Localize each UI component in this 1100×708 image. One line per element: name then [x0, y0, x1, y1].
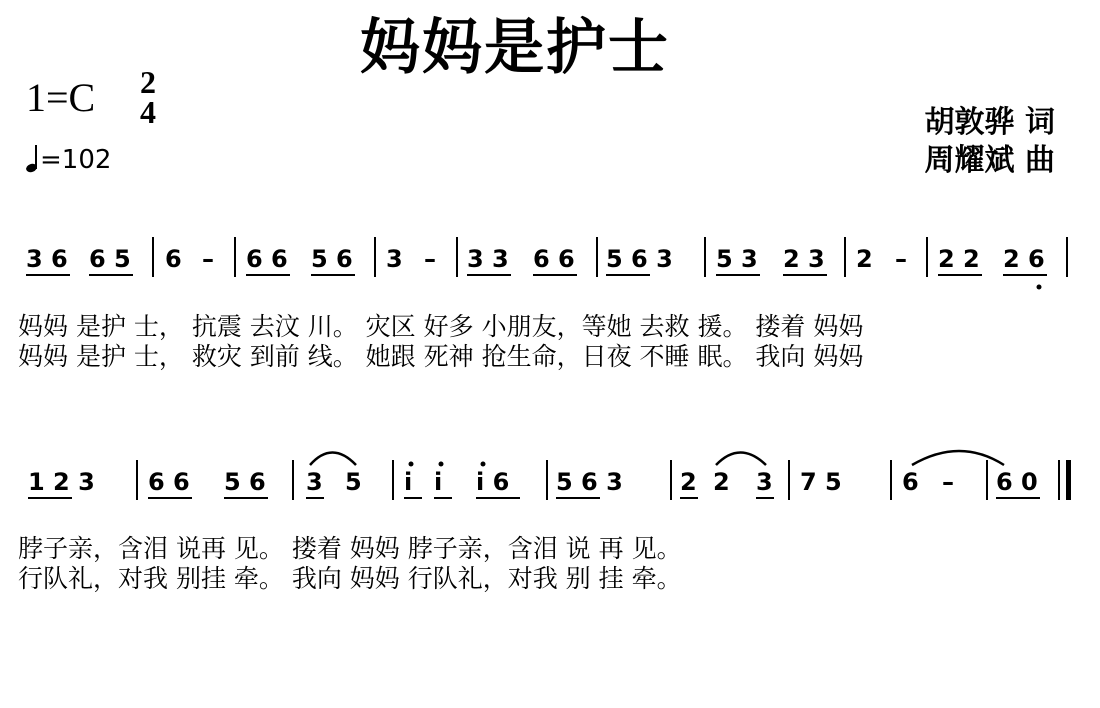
- note-group: 2 6: [1003, 245, 1045, 273]
- note-group: 6: [902, 468, 919, 496]
- note-group: 5 3: [716, 245, 758, 273]
- slur: [310, 453, 356, 466]
- note-group: i: [404, 468, 413, 496]
- page-title: 妈妈是护士: [360, 13, 670, 83]
- note-group: –: [202, 245, 214, 273]
- note-group: i 6: [476, 468, 510, 496]
- note-group: 3 3: [467, 245, 509, 273]
- note-group: 3: [756, 468, 773, 496]
- note-group: 2 3: [783, 245, 825, 273]
- note-group: –: [942, 468, 954, 496]
- note-group: 5 6 3: [556, 468, 623, 496]
- note-group: 1 2 3: [28, 468, 95, 496]
- key-signature: 1=C: [26, 75, 96, 120]
- note-group: 5 6: [224, 468, 266, 496]
- note-group: 2: [680, 468, 697, 496]
- lyric-line: 妈妈 是护 士， 抗震 去汶 川。 灾区 好多 小朋友，等她 去救 援。 搂着 妈妈: [18, 312, 864, 341]
- tie: [912, 451, 1004, 465]
- tempo-value: =102: [40, 145, 112, 175]
- note-group: 2 2: [938, 245, 980, 273]
- time-signature-bottom: 4: [140, 94, 156, 130]
- note-group: 3: [386, 245, 403, 273]
- lyricist-credit: 胡敦骅 词: [924, 105, 1055, 140]
- lyric-line: 行队礼，对我 别挂 牵。 我向 妈妈 行队礼，对我 别 挂 牵。: [18, 564, 682, 593]
- composer-credit: 周耀斌 曲: [924, 143, 1055, 178]
- high-octave-dot: [481, 462, 486, 467]
- high-octave-dot: [409, 462, 414, 467]
- high-octave-dot: [439, 462, 444, 467]
- note-group: 2: [856, 245, 873, 273]
- note-group: 2: [713, 468, 730, 496]
- note-group: 5: [345, 468, 362, 496]
- note-group: 6 6: [533, 245, 575, 273]
- note-group: 7 5: [800, 468, 842, 496]
- note-group: 5 6: [311, 245, 353, 273]
- note-group: –: [424, 245, 436, 273]
- note-group: 6 0: [996, 468, 1038, 496]
- note-group: 6 6: [148, 468, 190, 496]
- lyric-line: 脖子亲，含泪 说再 见。 搂着 妈妈 脖子亲，含泪 说 再 见。: [18, 534, 682, 563]
- note-group: 3: [306, 468, 323, 496]
- time-signature-top: 2: [140, 64, 156, 100]
- note-group: 5 6 3: [606, 245, 673, 273]
- note-group: –: [895, 245, 907, 273]
- note-group: 6 5: [89, 245, 131, 273]
- slur: [716, 453, 766, 466]
- low-octave-dot: [1037, 285, 1042, 290]
- note-group: 6: [165, 245, 182, 273]
- note-group: 3 6: [26, 245, 68, 273]
- note-group: 6 6: [246, 245, 288, 273]
- lyric-line: 妈妈 是护 士， 救灾 到前 线。 她跟 死神 抢生命，日夜 不睡 眠。 我向 妈妈: [18, 342, 864, 371]
- note-group: i: [434, 468, 443, 496]
